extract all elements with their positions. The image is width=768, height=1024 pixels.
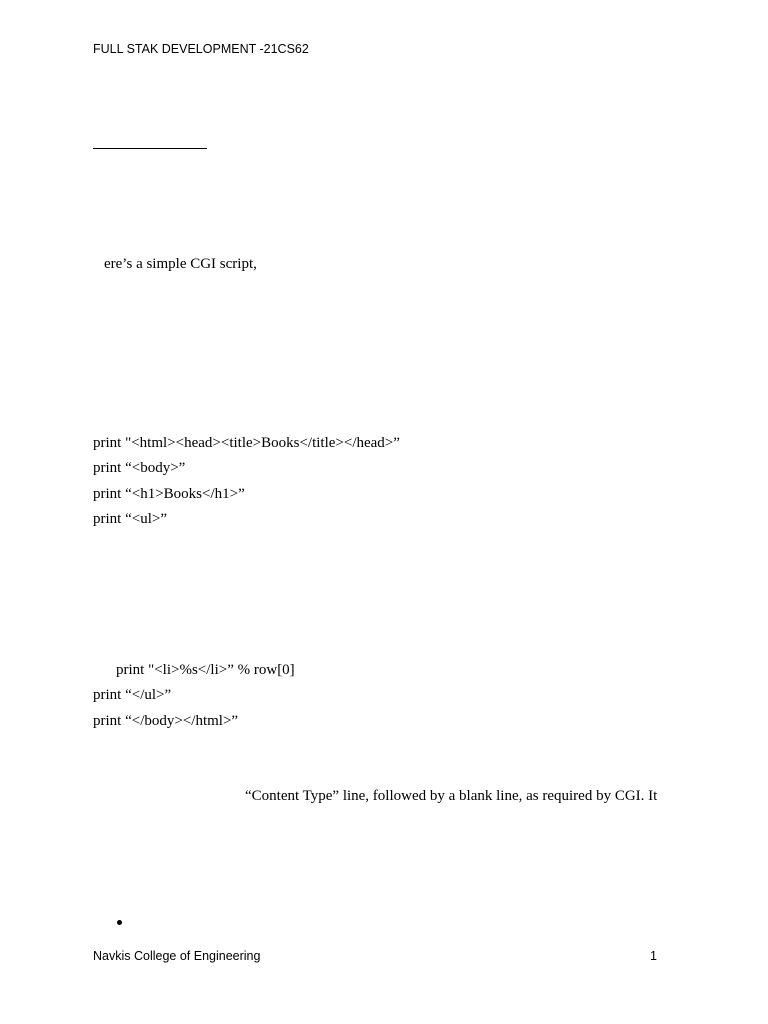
code-line: print “<ul>” [93,511,167,527]
code-line: print "<html><head><title>Books</title></head>” [93,435,400,451]
code-line: print “<body>” [93,460,186,476]
intro-text: ere’s a simple CGI script, [104,256,257,272]
code-line: print “</body></html>” [93,713,239,729]
page-header-title: FULL STAK DEVELOPMENT -21CS62 [93,42,309,56]
bullet-point [117,920,122,925]
section-heading-underline [93,148,207,149]
code-line-indented: print "<li>%s</li>” % row[0] [116,662,295,678]
code-line: print “<h1>Books</h1>” [93,486,245,502]
code-line: print “</ul>” [93,687,172,703]
footer-college-name: Navkis College of Engineering [93,949,261,963]
explanation-text: “Content Type” line, followed by a blank line, as required by CGI. It [245,788,658,804]
footer-page-number: 1 [650,949,657,963]
